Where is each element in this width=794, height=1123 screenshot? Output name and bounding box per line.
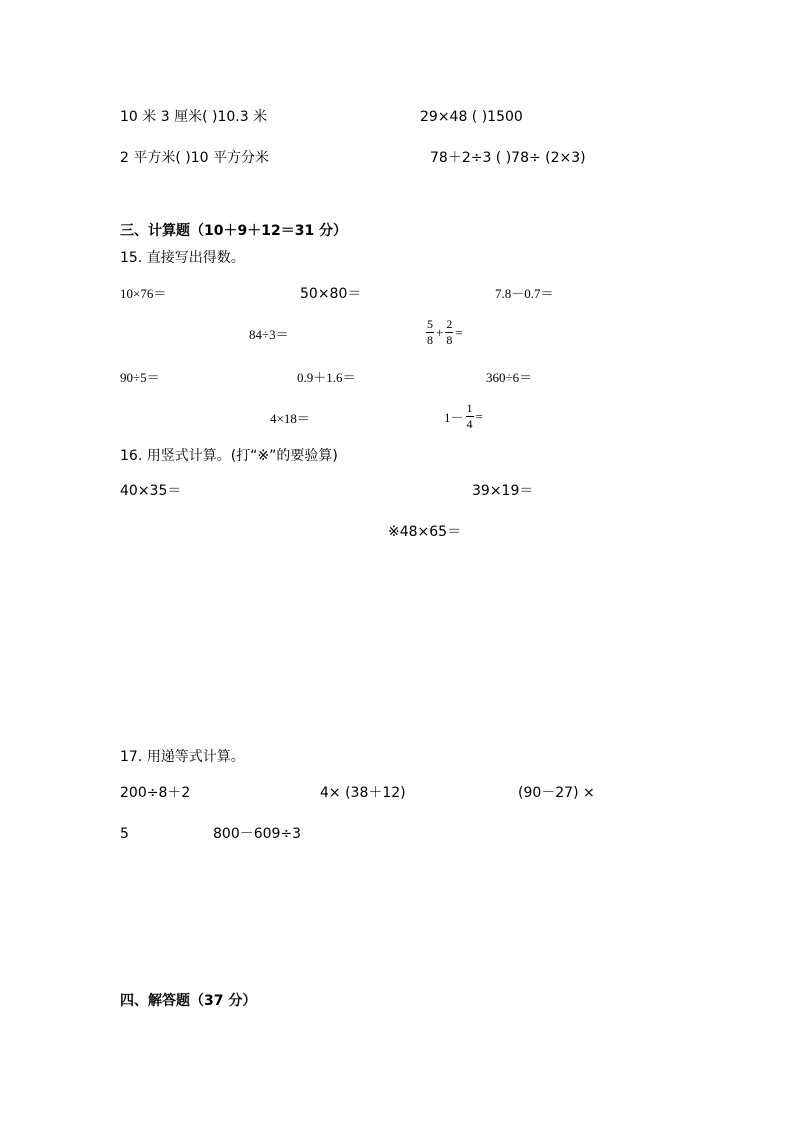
vertical-item-c: ※48×65＝	[388, 524, 462, 540]
oral-item-f: 90÷5＝	[120, 370, 160, 385]
compare-row2-left: 2 平方米( )10 平方分米	[120, 150, 269, 166]
compare-row1-right: 29×48 ( )1500	[420, 109, 523, 125]
stepwise-item-d: 800－609÷3	[213, 826, 302, 842]
fraction-numerator: 2	[446, 317, 453, 331]
oral-item-b: 50×80＝	[300, 286, 362, 302]
stepwise-item-b: 4× (38＋12)	[320, 785, 406, 801]
oral-item-j	[444, 402, 483, 431]
equals-sign: =	[455, 324, 463, 340]
oral-item-h: 360÷6＝	[486, 370, 533, 385]
oral-item-d: 84÷3＝	[249, 327, 289, 342]
fraction-denominator: 8	[427, 333, 433, 347]
oral-item-e	[424, 318, 463, 347]
stepwise-item-c: (90－27) ×	[518, 785, 595, 801]
fraction-denominator: 4	[466, 417, 473, 431]
fraction	[426, 318, 434, 347]
one-minus: 1－	[444, 410, 464, 425]
fraction-denominator: 8	[446, 333, 453, 347]
question-17: 17. 用递等式计算。	[120, 749, 245, 765]
oral-item-g: 0.9＋1.6＝	[297, 370, 356, 385]
fraction	[445, 318, 453, 347]
compare-row2-right: 78＋2÷3 ( )78÷ (2×3)	[430, 150, 586, 166]
vertical-item-a: 40×35＝	[120, 483, 182, 499]
question-15: 15. 直接写出得数。	[120, 250, 245, 266]
oral-item-i: 4×18＝	[270, 411, 310, 426]
stepwise-item-a: 200÷8＋2	[120, 785, 191, 801]
compare-row1-left: 10 米 3 厘米( )10.3 米	[120, 109, 268, 125]
plus-sign: +	[436, 324, 444, 340]
question-16: 16. 用竖式计算。(打“※”的要验算)	[120, 448, 338, 464]
fraction-numerator: 5	[427, 317, 433, 331]
stepwise-item-c-continued: 5	[120, 826, 129, 842]
fraction	[466, 402, 474, 431]
section3-heading: 三、计算题（10＋9＋12＝31 分）	[120, 223, 348, 239]
section4-heading: 四、解答题（37 分）	[120, 993, 257, 1009]
oral-item-c: 7.8－0.7＝	[495, 286, 554, 301]
vertical-item-b: 39×19＝	[472, 483, 534, 499]
equals-sign: =	[475, 408, 483, 424]
oral-item-a: 10×76＝	[120, 286, 167, 301]
fraction-numerator: 1	[466, 401, 473, 415]
